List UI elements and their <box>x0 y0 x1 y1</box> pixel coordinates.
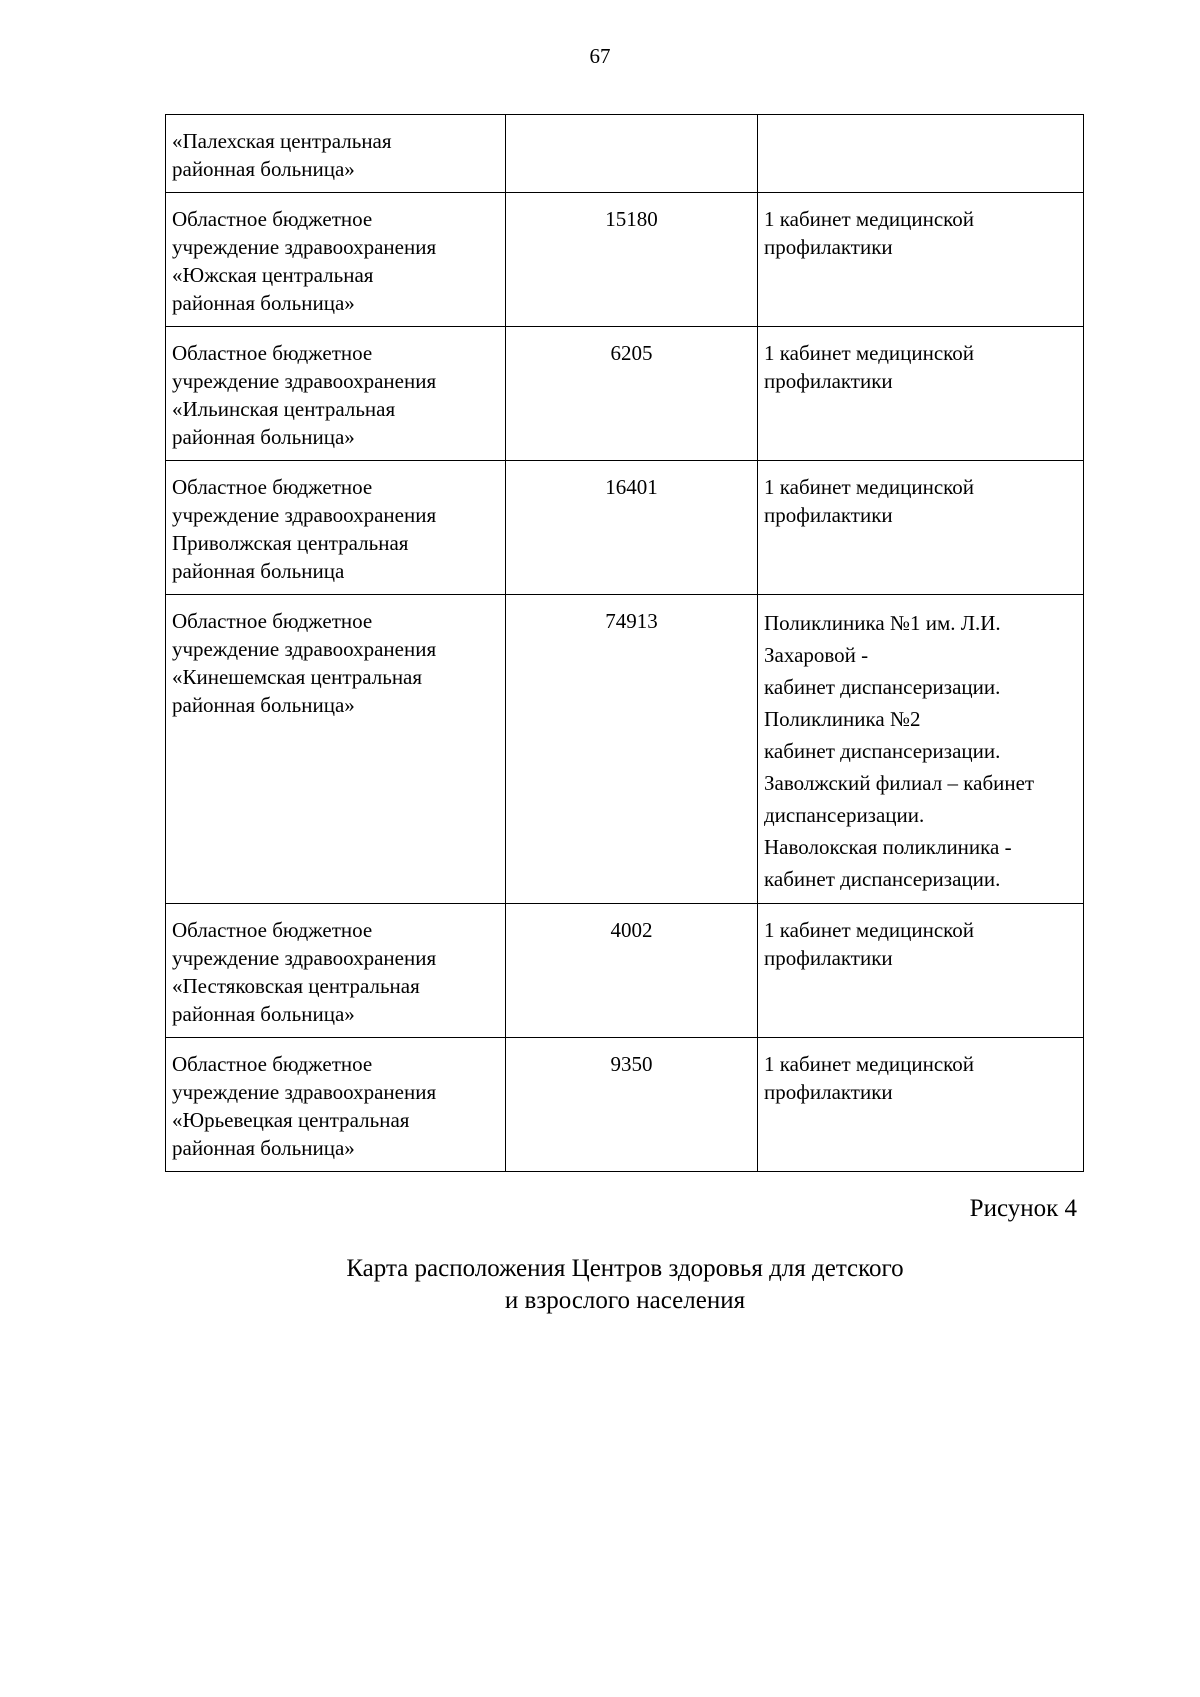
unit-line: профилактики <box>764 369 893 393</box>
institution-name-line: «Пестяковская центральная <box>172 974 420 998</box>
institution-name-line: Областное бюджетное <box>172 918 373 942</box>
population-cell: 9350 <box>506 1038 758 1172</box>
unit-line: диспансеризации. <box>764 803 925 827</box>
institution-name-line: районная больница» <box>172 157 355 181</box>
unit-line: профилактики <box>764 1080 893 1104</box>
institution-name-line: учреждение здравоохранения <box>172 503 437 527</box>
figure-caption <box>0 1253 1200 1317</box>
table-row <box>166 461 1084 595</box>
population-cell: 74913 <box>506 595 758 904</box>
institution-cell <box>166 595 506 904</box>
institution-name-line: учреждение здравоохранения <box>172 235 437 259</box>
table-row <box>166 1038 1084 1172</box>
unit-line: 1 кабинет медицинской <box>764 475 975 499</box>
unit-line: 1 кабинет медицинской <box>764 207 975 231</box>
institution-name-line: Областное бюджетное <box>172 609 373 633</box>
institution-name-line: Областное бюджетное <box>172 475 373 499</box>
unit-line: Заволжский филиал – кабинет <box>764 771 1035 795</box>
table-row <box>166 595 1084 904</box>
unit-line: профилактики <box>764 946 893 970</box>
institution-name-line: Приволжская центральная <box>172 531 409 555</box>
institution-name-line: «Южская центральная <box>172 263 374 287</box>
institution-name-line: районная больница» <box>172 1002 355 1026</box>
unit-line: Наволокская поликлиника - <box>764 835 1012 859</box>
table-row <box>166 115 1084 193</box>
institution-name-line: «Кинешемская центральная <box>172 665 423 689</box>
institution-cell <box>166 1038 506 1172</box>
unit-cell <box>758 595 1084 904</box>
unit-cell <box>758 1038 1084 1172</box>
table-row <box>166 904 1084 1038</box>
institution-name-line: «Юрьевецкая центральная <box>172 1108 410 1132</box>
unit-line: профилактики <box>764 235 893 259</box>
institution-name-line: «Палехская центральная <box>172 129 392 153</box>
institution-name-line: районная больница» <box>172 1136 355 1160</box>
institution-name-line: учреждение здравоохранения <box>172 946 437 970</box>
unit-line: кабинет диспансеризации. <box>764 675 1001 699</box>
unit-line: Поликлиника №2 <box>764 707 921 731</box>
institution-name-line: районная больница <box>172 559 345 583</box>
table-row <box>166 327 1084 461</box>
unit-line: профилактики <box>764 503 893 527</box>
institution-name-line: учреждение здравоохранения <box>172 1080 437 1104</box>
institution-cell <box>166 904 506 1038</box>
institution-cell <box>166 461 506 595</box>
population-cell: 15180 <box>506 193 758 327</box>
figure-label: Рисунок 4 <box>969 1195 1077 1222</box>
institution-cell <box>166 193 506 327</box>
population-cell: 4002 <box>506 904 758 1038</box>
caption-line: и взрослого населения <box>504 1287 746 1314</box>
unit-line: Захаровой - <box>764 643 869 667</box>
page-number: 67 <box>589 44 611 68</box>
population-cell: 6205 <box>506 327 758 461</box>
unit-cell <box>758 461 1084 595</box>
institution-name-line: районная больница» <box>172 693 355 717</box>
health-centers-table <box>165 114 1084 1172</box>
caption-line: Карта расположения Центров здоровья для детского <box>346 1255 904 1282</box>
population-cell: 16401 <box>506 461 758 595</box>
unit-line: кабинет диспансеризации. <box>764 867 1001 891</box>
institution-name-line: «Ильинская центральная <box>172 397 396 421</box>
unit-line: 1 кабинет медицинской <box>764 341 975 365</box>
institution-name-line: Областное бюджетное <box>172 341 373 365</box>
institution-name-line: учреждение здравоохранения <box>172 369 437 393</box>
institution-name-line: районная больница» <box>172 291 355 315</box>
unit-cell <box>758 327 1084 461</box>
unit-cell <box>758 115 1084 193</box>
institution-name-line: Областное бюджетное <box>172 1052 373 1076</box>
unit-cell <box>758 904 1084 1038</box>
population-cell <box>506 115 758 193</box>
unit-cell <box>758 193 1084 327</box>
institution-name-line: учреждение здравоохранения <box>172 637 437 661</box>
table-row <box>166 193 1084 327</box>
unit-line: 1 кабинет медицинской <box>764 1052 975 1076</box>
unit-line: кабинет диспансеризации. <box>764 739 1001 763</box>
unit-line: Поликлиника №1 им. Л.И. <box>764 611 1001 635</box>
institution-cell <box>166 115 506 193</box>
institution-name-line: районная больница» <box>172 425 355 449</box>
institution-cell <box>166 327 506 461</box>
unit-line: 1 кабинет медицинской <box>764 918 975 942</box>
institution-name-line: Областное бюджетное <box>172 207 373 231</box>
